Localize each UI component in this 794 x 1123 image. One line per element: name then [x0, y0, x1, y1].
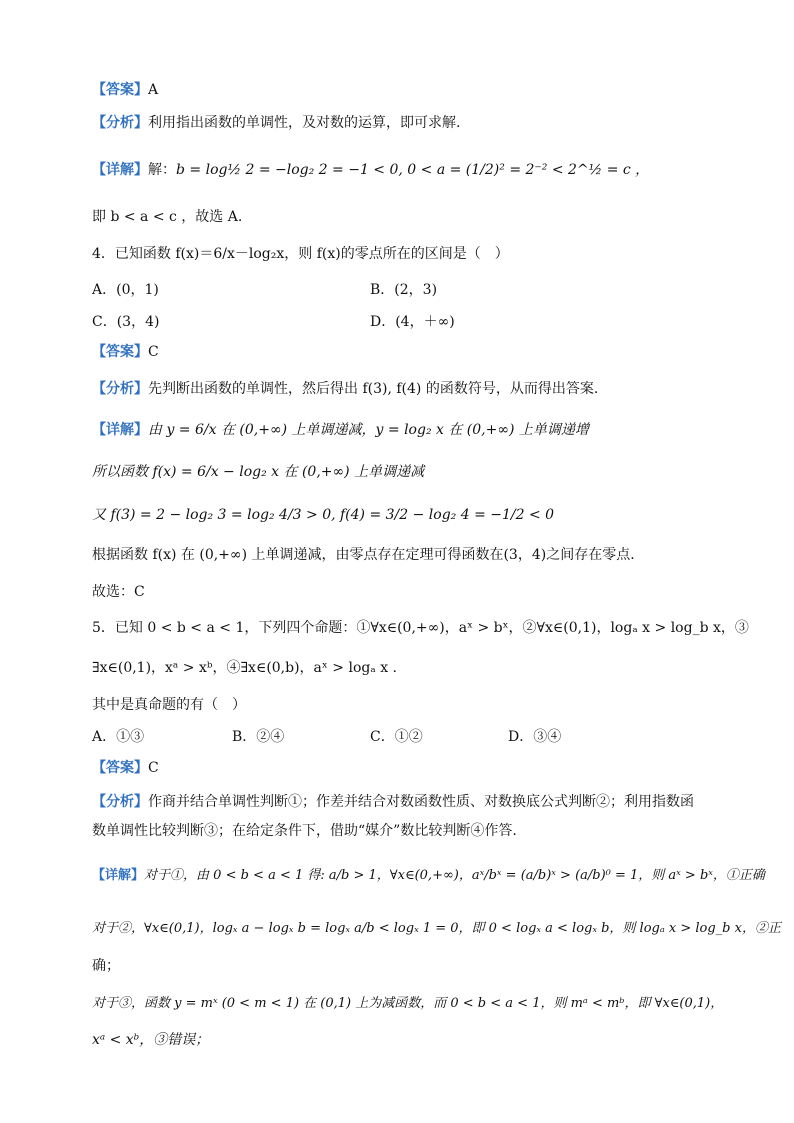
q5-detail-line-3: 确； — [92, 958, 120, 974]
detail-tag: 【 详解 】 — [92, 868, 144, 883]
q5-detail-line-2: 对于②，∀x∈(0,1)，logₓ a − logₓ b = logₓ a/b < logₓ 1 = 0，即 0 < logₓ a < logₓ b，则 logₐ x > log_b x，②正 — [92, 921, 781, 936]
q4-analysis-line — [92, 379, 734, 399]
q5-detail-1: 对于①，由 0 < b < a < 1 得: a/b > 1，∀x∈(0,+∞)，aˣ/bˣ = (a/b)ˣ > (a/b)⁰ = 1，则 aˣ > bˣ，①正确 — [144, 868, 765, 883]
q5-stem-3: 其中是真命题的有（ ） — [92, 697, 246, 713]
q5-analysis-1: 作商并结合单调性判断①；作差并结合对数函数性质、对数换底公式判断②；利用指数函 — [148, 794, 694, 810]
q5-detail-line-4: 对于③，函数 y = mˣ (0 < m < 1) 在 (0,1) 上为减函数，而 0 < b < a < 1，则 mᵃ < mᵇ，即 ∀x∈(0,1)， — [92, 996, 724, 1011]
q5-answer-line — [92, 758, 734, 778]
q5-detail-line-1 — [92, 866, 765, 886]
q3-analysis-line — [92, 113, 734, 133]
q5-detail-line-5: xᵃ < xᵇ，③错误； — [92, 1032, 210, 1048]
q5-option-a: A．①③ — [92, 729, 145, 745]
q5-analysis-line-2: 数单调性比较判断③；在给定条件下，借助“媒介”数比较判断④作答. — [92, 823, 517, 839]
analysis-tag: 【 分析 】 — [92, 381, 148, 397]
q4-detail-1: 由 y = 6/x 在 (0,+∞) 上单调递减，y = log₂ x 在 (0,+∞) 上单调递增 — [148, 422, 589, 438]
q5-option-d: D．③④ — [508, 729, 562, 745]
q4-option-d: D．(4，＋∞) — [370, 314, 455, 330]
q3-answer-line — [92, 80, 734, 100]
q4-option-c: C．(3，4) — [92, 314, 160, 330]
q5-analysis-line-1 — [92, 792, 734, 812]
analysis-tag: 【 分析 】 — [92, 794, 148, 810]
answer-tag: 【 答案 】 — [92, 344, 148, 360]
q4-answer: C — [148, 344, 159, 360]
q4-detail-line-5: 故选：C — [92, 584, 145, 600]
q3-conclusion: 即 b < a < c ，故选 A. — [92, 209, 243, 225]
q4-detail-line-3: 又 f(3) = 2 − log₂ 3 = log₂ 4/3 > 0, f(4) = 3/2 − log₂ 4 = −1/2 < 0 — [92, 507, 555, 523]
q4-option-b: B．(2，3) — [370, 282, 438, 298]
q4-detail-line-2: 所以函数 f(x) = 6/x − log₂ x 在 (0,+∞) 上单调递减 — [92, 464, 425, 480]
q4-detail-line-1 — [92, 420, 734, 440]
answer-tag: 【 答案 】 — [92, 82, 148, 98]
q5-option-c: C．①② — [370, 729, 423, 745]
q5-stem-2: ∃x∈(0,1)，xᵃ > xᵇ，④∃x∈(0,b)，aˣ > logₐ x . — [92, 660, 397, 676]
detail-tag: 【 详解 】 — [92, 422, 148, 438]
q4-stem: 4．已知函数 f(x)＝6/x－log₂x，则 f(x)的零点所在的区间是（ ） — [92, 246, 509, 262]
analysis-tag: 【 分析 】 — [92, 115, 148, 131]
q5-option-b: B．②④ — [232, 729, 285, 745]
q5-answer: C — [148, 760, 159, 776]
q4-detail-line-4: 根据函数 f(x) 在 (0,+∞) 上单调递减，由零点存在定理可得函数在(3，4)之间存在零点. — [92, 547, 635, 563]
q3-answer: A — [148, 82, 159, 98]
q5-stem-1: 5．已知 0 < b < a < 1，下列四个命题：①∀x∈(0,+∞)，aˣ > bˣ，②∀x∈(0,1)，logₐ x > log_b x，③ — [92, 620, 749, 636]
q4-option-a: A．(0，1) — [92, 282, 159, 298]
detail-tag: 【 详解 】 — [92, 162, 148, 178]
q4-answer-line — [92, 342, 734, 362]
q3-detail-line — [92, 160, 734, 180]
q3-analysis: 利用指出函数的单调性，及对数的运算，即可求解. — [148, 115, 461, 131]
answer-tag: 【 答案 】 — [92, 760, 148, 776]
q3-detail-prefix: 解： — [148, 162, 176, 178]
q4-analysis: 先判断出函数的单调性，然后得出 f(3), f(4) 的函数符号，从而得出答案. — [148, 381, 599, 397]
q3-detail-math: b = log½ 2 = −log₂ 2 = −1 < 0, 0 < a = (1/2)² = 2⁻² < 2^½ = c ， — [176, 162, 650, 178]
